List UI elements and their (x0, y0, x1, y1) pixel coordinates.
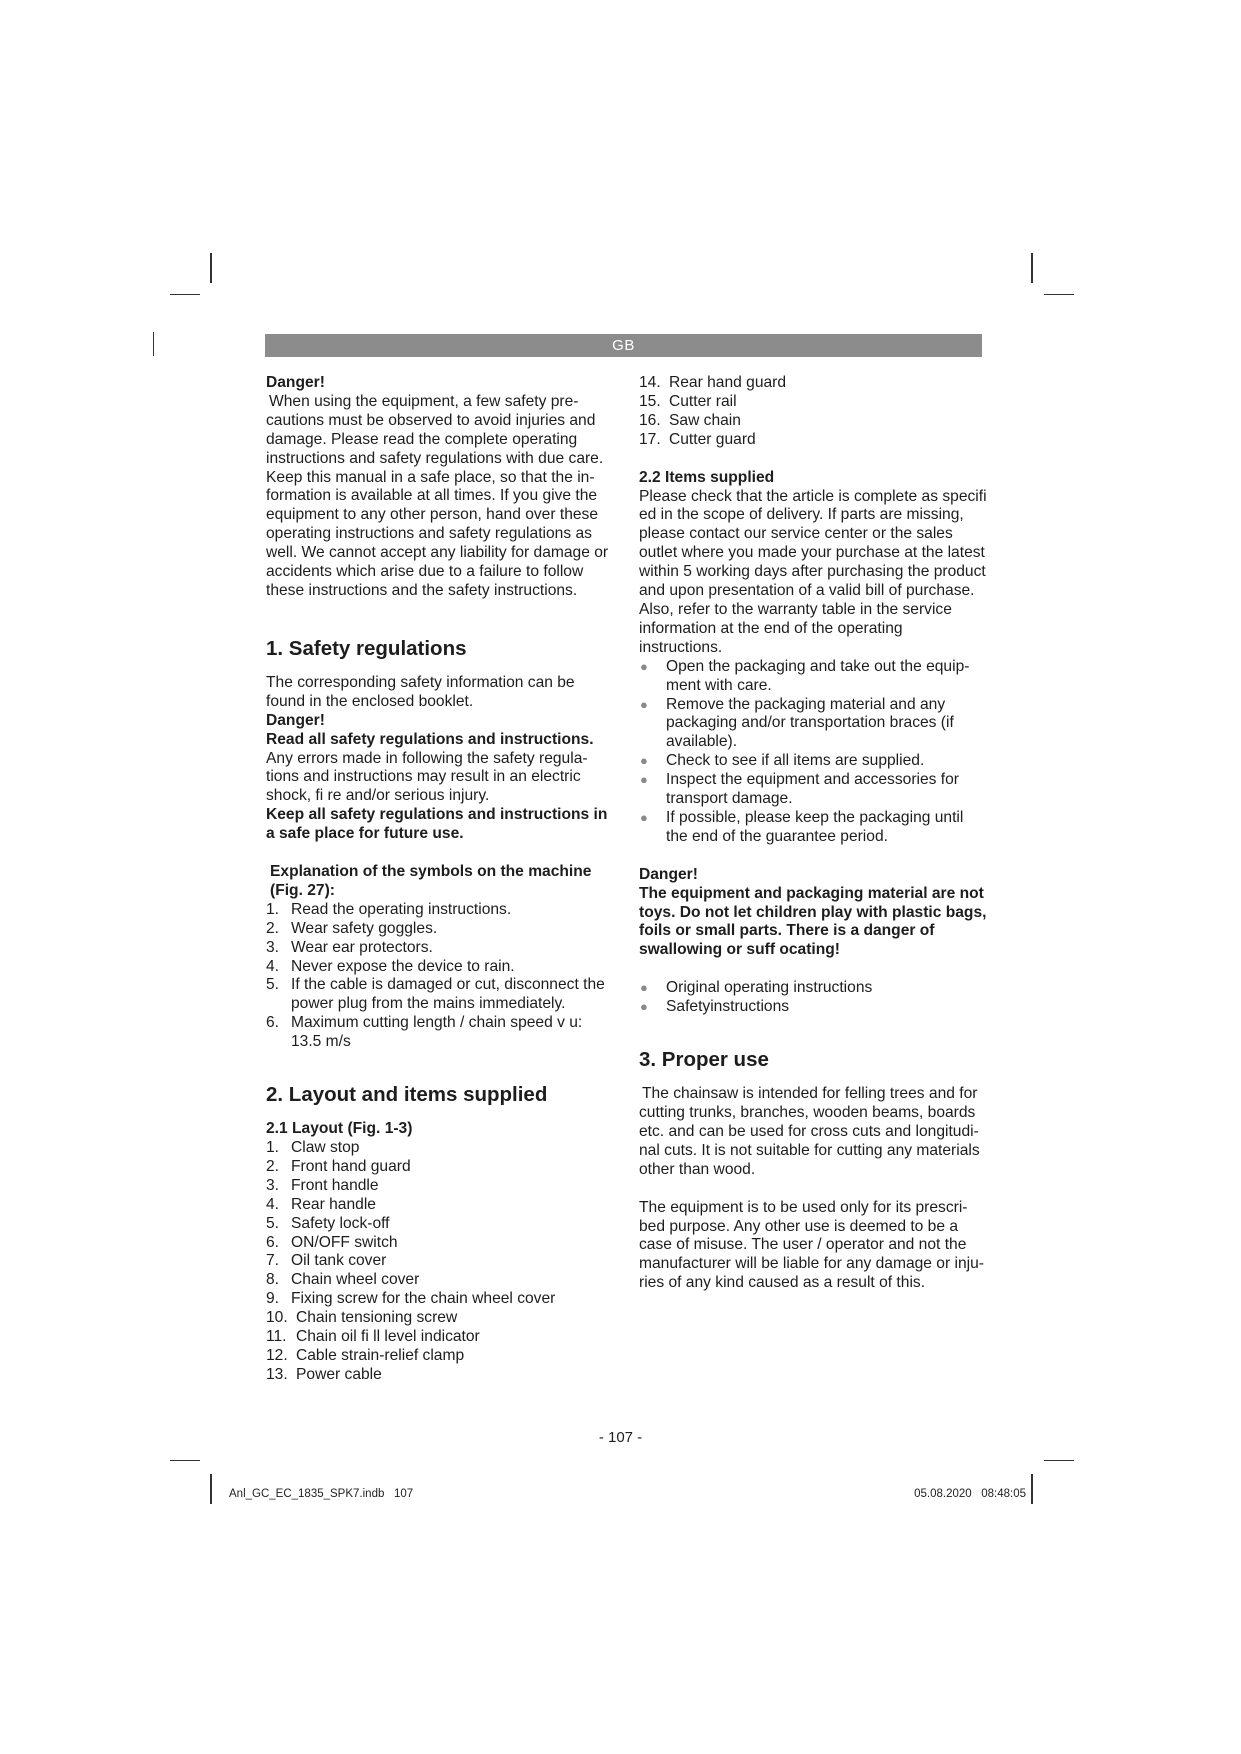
list-item: 5. If the cable is damaged or cut, disconnect the power plug from the mains immediately. (266, 976, 605, 1013)
list-item: ● Open the packaging and take out the equip-ment with care. (640, 657, 970, 694)
bullet-icon: ● (640, 772, 648, 788)
list-item: 4. Never expose the device to rain. (266, 957, 515, 975)
unpack-steps-list (639, 658, 989, 847)
crop-mark (170, 294, 200, 295)
list-item: 9. Fixing screw for the chain wheel cover (266, 1290, 556, 1308)
intro-heading: Danger! (266, 374, 325, 391)
list-item: 5. Safety lock-off (266, 1214, 390, 1232)
list-item: 12. Cable strain-relief clamp (266, 1346, 465, 1364)
list-item: 6. ON/OFF switch (266, 1233, 398, 1251)
list-item: 16. Saw chain (639, 411, 741, 429)
crop-mark (1044, 1460, 1074, 1461)
list-item: ● If possible, please keep the packaging until the end of the guarantee period. (640, 808, 964, 845)
crop-mark (1044, 294, 1074, 295)
section-2-1-title: 2.1 Layout (Fig. 1-3) (266, 1120, 413, 1138)
list-item: ● Remove the packaging material and any packaging and/or transportation braces (if available). (640, 695, 954, 751)
list-item: 1. Read the operating instructions. (266, 900, 512, 918)
list-item: 4. Rear handle (266, 1195, 376, 1213)
bullet-icon: ● (640, 809, 648, 825)
list-item: 3. Wear ear protectors. (266, 938, 433, 956)
symbols-list (266, 901, 616, 1052)
bullet-icon: ● (640, 999, 648, 1015)
list-item: 11. Chain oil fi ll level indicator (266, 1328, 480, 1346)
section-2-2-title: 2.2 Items supplied (639, 468, 775, 486)
section-1-warning-text: Any errors made in following the safety regula-tions and instructions may result in an electric shock, fi re and/or serious injury. (266, 749, 588, 805)
section-3-paragraph-2: The equipment is to be used only for its prescri-bed purpose. Any other use is deemed to be a case of misuse. The user / operator and not the manufacturer will be liable for any damage or inju-ries of any kind caused as a result of this. (639, 1198, 984, 1292)
left-column (266, 374, 616, 1385)
symbols-title: Explanation of the symbols on the machine (Fig. 27): (270, 863, 592, 899)
supplied-documents-list (639, 979, 989, 1017)
crop-mark (210, 253, 212, 283)
list-item: 6. Maximum cutting length / chain speed v u: 13.5 m/s (266, 1014, 583, 1051)
section-1-title: 1. Safety regulations (266, 636, 467, 660)
list-item: 15. Cutter rail (639, 392, 737, 410)
section-1-read-all: Read all safety regulations and instructions. (266, 730, 594, 748)
list-item: ● Original operating instructions (640, 979, 873, 997)
language-code: GB (612, 337, 635, 354)
footer-file-name: Anl_GC_EC_1835_SPK7.indb 107 (229, 1488, 414, 1500)
list-item: ● Inspect the equipment and accessories for transport damage. (640, 771, 959, 808)
crop-mark (153, 332, 154, 356)
language-header-bar (265, 334, 982, 357)
intro-text: When using the equipment, a few safety pre-cautions must be observed to avoid injuries and damage. Please read the complete operating instructions and safety regulations with due care. Keep this manual in a safe place, so that the in-formation is available at all times. If you give the equipment to any other person, hand over these operating instructions and safety regulations as well. We cannot accept any liability for damage or accidents which arise due to a failure to follow these instructions and the safety instructions. (266, 392, 609, 599)
list-item: 8. Chain wheel cover (266, 1271, 420, 1289)
section-2-2-text: Please check that the article is complete as specifi ed in the scope of delivery. If parts are missing, please contact our service center or the sales outlet where you made your purchase at the latest within 5 working days after purchasing the product and upon presentation of a valid bill of purchase. Also, refer to the warranty table in the service information at the end of the operating instructions. (639, 487, 987, 656)
section-1-intro: The corresponding safety information can be found in the enclosed booklet. (266, 673, 575, 710)
list-item: 3. Front handle (266, 1176, 379, 1194)
list-item: ● Check to see if all items are supplied. (640, 752, 925, 770)
crop-mark (210, 1474, 212, 1504)
bullet-icon: ● (640, 980, 648, 996)
crop-mark (1031, 253, 1033, 283)
page-number: - 107 - (598, 1429, 643, 1446)
bullet-icon: ● (640, 658, 648, 674)
right-column (639, 374, 989, 1293)
list-item: 7. Oil tank cover (266, 1252, 387, 1270)
footer-datetime: 05.08.2020 08:48:05 (914, 1488, 1026, 1500)
list-item: 2. Wear safety goggles. (266, 919, 438, 937)
list-item: 2. Front hand guard (266, 1157, 411, 1175)
list-item: 14. Rear hand guard (639, 374, 787, 391)
list-item: 17. Cutter guard (639, 430, 756, 448)
bullet-icon: ● (640, 696, 648, 712)
crop-mark (1031, 1474, 1033, 1504)
list-item: 13. Power cable (266, 1365, 382, 1383)
crop-mark (170, 1460, 200, 1461)
list-item: 1. Claw stop (266, 1139, 360, 1156)
list-item: ● Safetyinstructions (640, 998, 790, 1016)
section-2-title: 2. Layout and items supplied (266, 1083, 548, 1107)
section-3-title: 3. Proper use (639, 1048, 769, 1072)
section-1-keep: Keep all safety regulations and instructions in a safe place for future use. (266, 806, 608, 843)
bullet-icon: ● (640, 753, 648, 769)
danger-2-text: The equipment and packaging material are not toys. Do not let children play with plastic bags, foils or small parts. There is a danger of swallowing or suff ocating! (639, 884, 987, 959)
layout-list-continued (639, 374, 989, 450)
list-item: 10. Chain tensioning screw (266, 1309, 458, 1327)
danger-2-heading: Danger! (639, 865, 698, 883)
section-3-paragraph-1: The chainsaw is intended for felling trees and for cutting trunks, branches, wooden beams, boards etc. and can be used for cross cuts and longitudi-nal cuts. It is not suitable for cutting any materials other than wood. (639, 1085, 980, 1178)
section-1-danger: Danger! (266, 711, 325, 729)
layout-list (266, 1139, 616, 1385)
